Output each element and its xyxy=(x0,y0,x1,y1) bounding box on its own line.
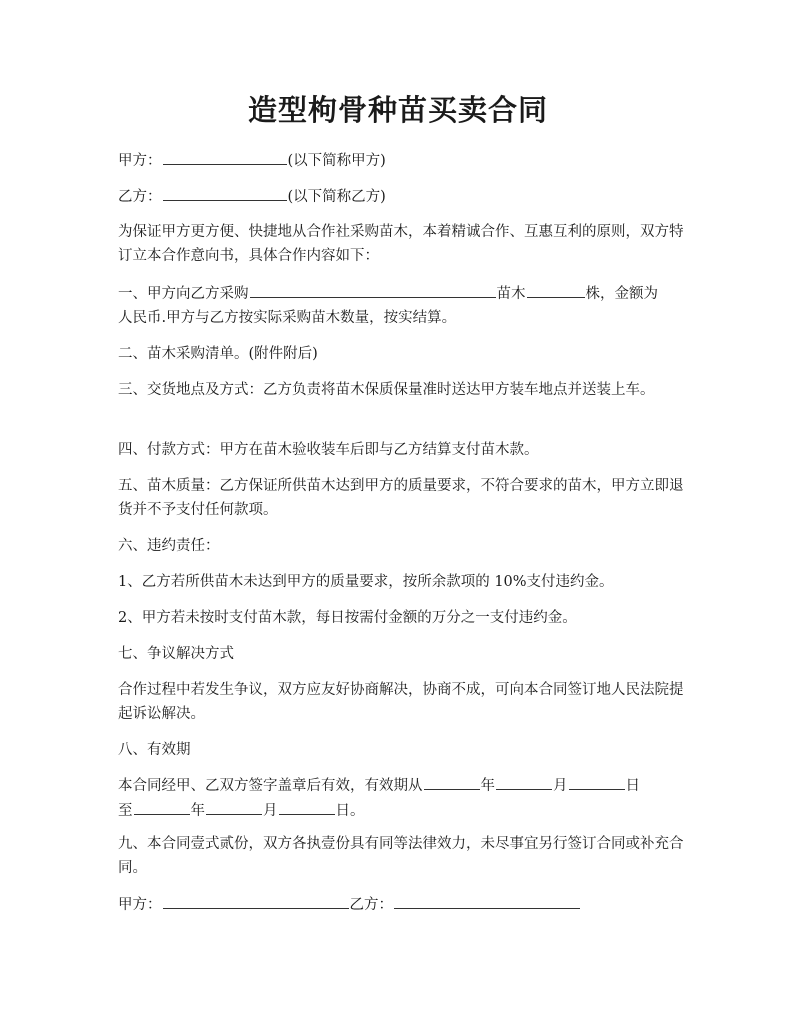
party-a-label: 甲方： xyxy=(118,153,162,169)
clause-8-heading: 八、有效期 xyxy=(118,742,191,758)
clause-8-blank-end-month xyxy=(206,798,262,815)
clause-8-blank-start-day xyxy=(569,773,625,790)
signature-party-a-label: 甲方： xyxy=(118,897,162,913)
clause-1-prefix: 一、甲方向乙方采购 xyxy=(118,286,249,302)
clause-8-blank-start-month xyxy=(496,773,552,790)
clause-1-blank-species xyxy=(250,281,496,298)
party-a-line xyxy=(118,148,684,173)
clause-1-blank-quantity xyxy=(527,281,585,298)
clause-8-to: 至 xyxy=(118,803,133,819)
clause-7-heading: 七、争议解决方式 xyxy=(118,646,234,662)
clause-2: 二、苗木采购清单。(附件附后) xyxy=(118,346,318,362)
party-b-line xyxy=(118,184,684,209)
party-b-label: 乙方： xyxy=(118,189,162,205)
clause-1-unit-end: 株，金额为 xyxy=(585,286,658,302)
party-b-blank xyxy=(163,184,287,201)
clause-8-year-2: 年 xyxy=(190,803,205,819)
clause-8-day-1: 日 xyxy=(625,778,640,794)
clause-8-blank-end-day xyxy=(279,798,335,815)
clause-6-item-1: 1、乙方若所供苗木未达到甲方的质量要求，按所余款项的 10%支付违约金。 xyxy=(118,574,614,590)
clause-6-item-2: 2、甲方若未按时支付苗木款，每日按需付金额的万分之一支付违约金。 xyxy=(118,610,577,626)
clause-8-body xyxy=(118,773,684,823)
clause-8-blank-start-year xyxy=(424,773,480,790)
clause-8-prefix: 本合同经甲、乙双方签字盖章后有效，有效期从 xyxy=(118,778,423,794)
clause-1-line2: 人民币.甲方与乙方按实际采购苗木数量，按实结算。 xyxy=(118,310,457,326)
signature-line xyxy=(118,892,684,917)
clause-9: 九、本合同壹式贰份，双方各执壹份具有同等法律效力，未尽事宜另行签订合同或补充合同。 xyxy=(118,836,684,876)
signature-party-a-blank xyxy=(163,892,349,909)
party-b-note: (以下简称乙方) xyxy=(287,189,386,205)
clause-8-month-2: 月 xyxy=(263,803,278,819)
document-title: 造型枸骨种苗买卖合同 xyxy=(247,93,548,127)
clause-8-month-1: 月 xyxy=(553,778,568,794)
signature-party-b-blank xyxy=(394,892,580,909)
clause-8-end: 日。 xyxy=(335,803,365,819)
party-a-note: (以下简称甲方) xyxy=(287,153,386,169)
clause-6-heading: 六、违约责任： xyxy=(118,538,220,554)
clause-8-year-1: 年 xyxy=(480,778,495,794)
clause-7-body: 合作过程中若发生争议，双方应友好协商解决，协商不成，可向本合同签订地人民法院提起诉讼解决。 xyxy=(118,682,684,722)
clause-1-unit-mid: 苗木 xyxy=(496,286,526,302)
party-a-blank xyxy=(163,148,287,165)
intro-paragraph: 为保证甲方更方便、快捷地从合作社采购苗木，本着精诚合作、互惠互利的原则，双方特订立本合作意向书，具体合作内容如下： xyxy=(118,224,684,264)
clause-8-blank-end-year xyxy=(134,798,190,815)
signature-party-b-label: 乙方： xyxy=(349,897,393,913)
clause-5: 五、苗木质量：乙方保证所供苗木达到甲方的质量要求，不符合要求的苗木，甲方立即退货并不予支付任何款项。 xyxy=(118,478,684,518)
clause-3: 三、交货地点及方式：乙方负责将苗木保质保量准时送达甲方装车地点并送装上车。 xyxy=(118,382,655,398)
clause-1 xyxy=(118,281,684,330)
clause-4: 四、付款方式：甲方在苗木验收装车后即与乙方结算支付苗木款。 xyxy=(118,442,539,458)
